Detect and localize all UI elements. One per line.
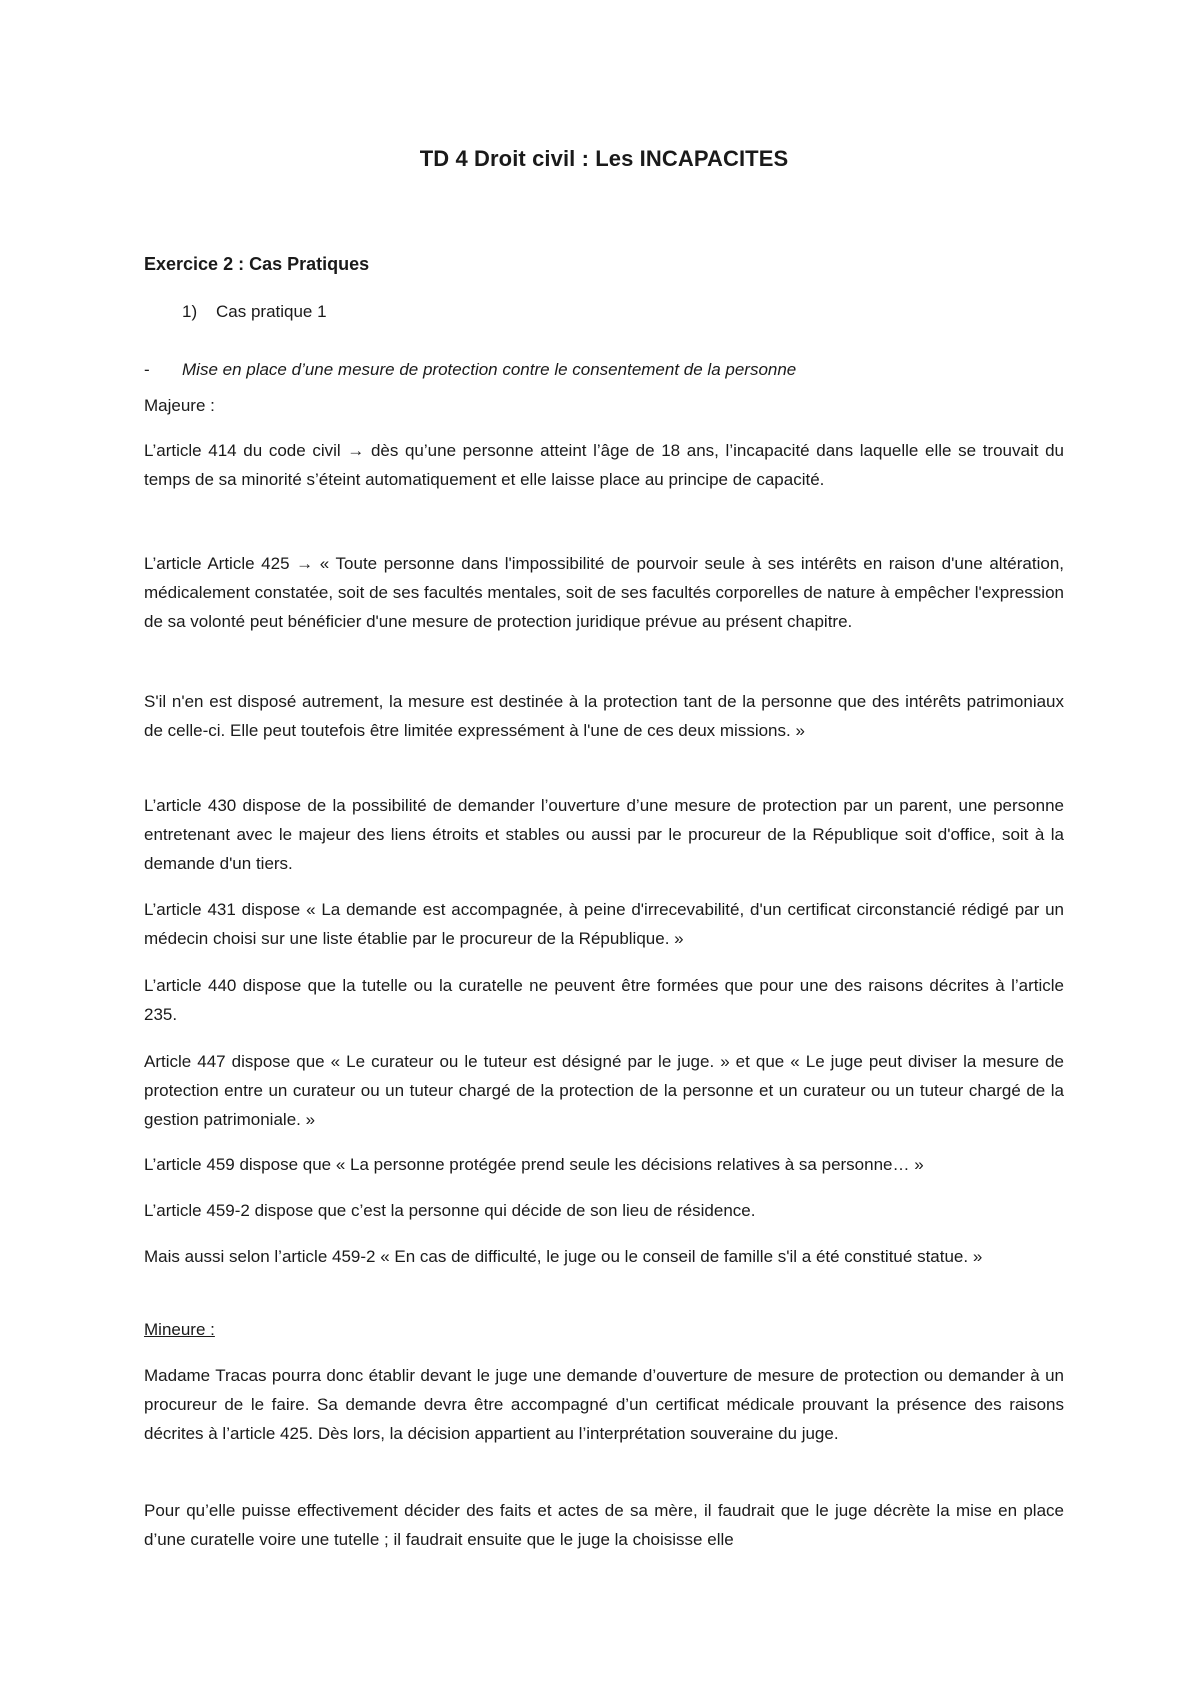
- dash-item-text: Mise en place d’une mesure de protection contre le consentement de la personne: [182, 360, 797, 379]
- dash-list-item: [144, 360, 796, 380]
- arrow-right-icon: →: [296, 554, 314, 573]
- paragraph-madame-tracas: Madame Tracas pourra donc établir devant le juge une demande d’ouverture de mesure de protection ou demander à un procureur de le faire. Sa demande devra être accompagné d’un certificat médicale prouvant la présence des raisons décrites à l’article 425. Dès lors, la décision appartient au l’interprétation souveraine du juge.: [144, 1366, 1064, 1443]
- paragraph-article-440: L’article 440 dispose que la tutelle ou la curatelle ne peuvent être formées que pour une des raisons décrites à l’article 235.: [144, 976, 1064, 1024]
- list-number: 1): [182, 302, 198, 321]
- list-dash: -: [144, 360, 150, 379]
- paragraph-prefix: L’article Article 425: [144, 554, 290, 573]
- paragraph-article-459-2: L’article 459-2 dispose que c’est la personne qui décide de son lieu de résidence.: [144, 1201, 756, 1220]
- paragraph-article-425: [144, 549, 1064, 636]
- paragraph-article-447: Article 447 dispose que « Le curateur ou le tuteur est désigné par le juge. » et que « Le juge peut diviser la mesure de protection entre un curateur ou un tuteur chargé de la protection de la personne et un curateur ou un tuteur chargé de la gestion patrimoniale. »: [144, 1052, 1064, 1129]
- label-majeure: Majeure :: [144, 396, 215, 415]
- paragraph-pour-quelle: Pour qu’elle puisse effectivement décider des faits et actes de sa mère, il faudrait que le juge décrète la mise en place d’une curatelle voire une tutelle ; il faudrait ensuite que le juge la choisisse elle: [144, 1501, 1064, 1549]
- exercise-heading: Exercice 2 : Cas Pratiques: [144, 254, 370, 274]
- document-title: TD 4 Droit civil : Les INCAPACITES: [419, 146, 789, 171]
- label-mineure: Mineure :: [144, 1320, 215, 1339]
- paragraph-article-414: [144, 436, 1064, 494]
- arrow-right-icon: →: [347, 441, 365, 460]
- paragraph-article-431: L’article 431 dispose « La demande est accompagnée, à peine d'irrecevabilité, d'un certificat circonstancié rédigé par un médecin choisi sur une liste établie par le procureur de la République. »: [144, 900, 1064, 948]
- numbered-item-text: Cas pratique 1: [216, 302, 327, 321]
- paragraph-article-430: L’article 430 dispose de la possibilité de demander l’ouverture d’une mesure de protection par un parent, une personne entretenant avec le majeur des liens étroits et stables ou aussi par le procureur de la République soit d'office, soit à la demande d'un tiers.: [144, 796, 1064, 873]
- paragraph-article-425-continued: S'il n'en est disposé autrement, la mesure est destinée à la protection tant de la personne que des intérêts patrimoniaux de celle-ci. Elle peut toutefois être limitée expressément à l'une de ces deux missions. »: [144, 692, 1064, 740]
- paragraph-article-459: L’article 459 dispose que « La personne protégée prend seule les décisions relatives à sa personne… »: [144, 1155, 924, 1174]
- paragraph-text: dès qu’une personne atteint l’âge de 18 ans, l’incapacité dans laquelle elle se trouvait du temps de sa minorité s’éteint automatiquement et elle laisse place au principe de capacité.: [144, 441, 1064, 489]
- paragraph-text: « Toute personne dans l'impossibilité de pourvoir seule à ses intérêts en raison d'une altération, médicalement constatée, soit de ses facultés mentales, soit de ses facultés corporelles de nature à empêcher l'expression de sa volonté peut bénéficier d'une mesure de protection juridique prévue au présent chapitre.: [144, 554, 1065, 631]
- paragraph-article-459-2-difficulty: Mais aussi selon l’article 459-2 « En cas de difficulté, le juge ou le conseil de famille s'il a été constitué statue. »: [144, 1247, 983, 1266]
- paragraph-prefix: L’article 414 du code civil: [144, 441, 341, 460]
- numbered-item: [182, 302, 327, 322]
